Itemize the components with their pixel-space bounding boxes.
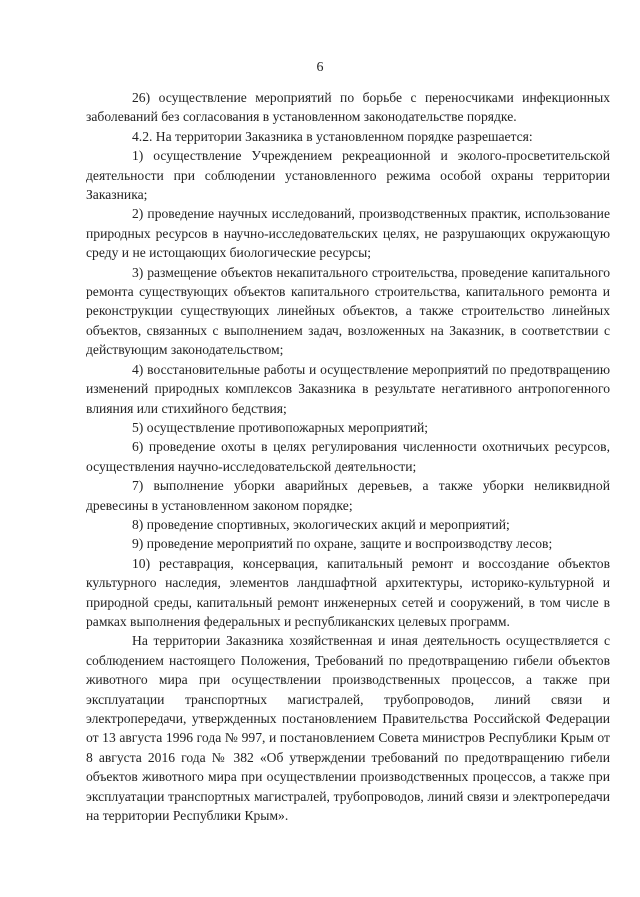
page-number: 6 bbox=[316, 60, 324, 75]
paragraph-activity-conditions: На территории Заказника хозяйственная и иная деятельность осуществляется с соблюдением настоящего Положения, Требований по предотвращению гибели объектов животного мира при осуществлении производственных процессов, а также при эксплуатации транспортных магистралей, трубопроводов, линий связи и электропередачи, утвержденных постановлением Правительства Российской Федерации от 13 августа 1996 года № 997, и постановлением Совета министров Республики Крым от 8 августа 2016 года № 382 «Об утверждении требований по предотвращению гибели объектов животного мира при осуществлении производственных процессов, а также при эксплуатации транспортных магистралей, трубопроводов, линий связи и электропередачи на территории Республики Крым». bbox=[86, 633, 610, 824]
paragraph-section-4-2: 4.2. На территории Заказника в установленном порядке разрешается: bbox=[132, 128, 533, 144]
paragraph-item-5: 5) осуществление противопожарных мероприятий; bbox=[132, 419, 429, 435]
paragraph-item-3: 3) размещение объектов некапитального строительства, проведение капитального ремонта существующих объектов капитального строительства, капитального ремонта и реконструкции существующих линейных объектов, а также строительство линейных объектов, связанных с выполнением задач, возложенных на Заказник, в соответствии с действующим законодательством; bbox=[86, 264, 610, 358]
paragraph-item-1: 1) осуществление Учреждением рекреационной и эколого-просветительской деятельности при соблюдении установленного режима особой охраны территории Заказника; bbox=[86, 148, 610, 203]
paragraph-item-2: 2) проведение научных исследований, производственных практик, использование природных ресурсов в научно-исследовательских целях, не разрушающих окружающую среду и не истощающих биологические ресурсы; bbox=[86, 206, 610, 261]
paragraph-item-8: 8) проведение спортивных, экологических акций и мероприятий; bbox=[132, 516, 510, 532]
paragraph-item-6: 6) проведение охоты в целях регулирования численности охотничьих ресурсов, осуществления научно-исследовательской деятельности; bbox=[86, 439, 610, 474]
paragraph-item-26: 26) осуществление мероприятий по борьбе с переносчиками инфекционных заболеваний без согласования в установленном законодательстве порядке. bbox=[86, 90, 610, 125]
paragraph-item-9: 9) проведение мероприятий по охране, защите и воспроизводству лесов; bbox=[132, 536, 553, 552]
paragraph-item-4: 4) восстановительные работы и осуществление мероприятий по предотвращению изменений природных комплексов Заказника в результате негативного антропогенного влияния или стихийного бедствия; bbox=[86, 361, 610, 416]
paragraph-item-10: 10) реставрация, консервация, капитальный ремонт и воссоздание объектов культурного наследия, элементов ландшафтной архитектуры, историко-культурной и природной среды, капитальный ремонт инженерных сетей и сооружений, в том числе в рамках выполнения федеральных и республиканских целевых программ. bbox=[86, 555, 610, 629]
document-body bbox=[86, 88, 610, 825]
paragraph-item-7: 7) выполнение уборки аварийных деревьев, а также уборки неликвидной древесины в установленном законом порядке; bbox=[86, 478, 610, 513]
